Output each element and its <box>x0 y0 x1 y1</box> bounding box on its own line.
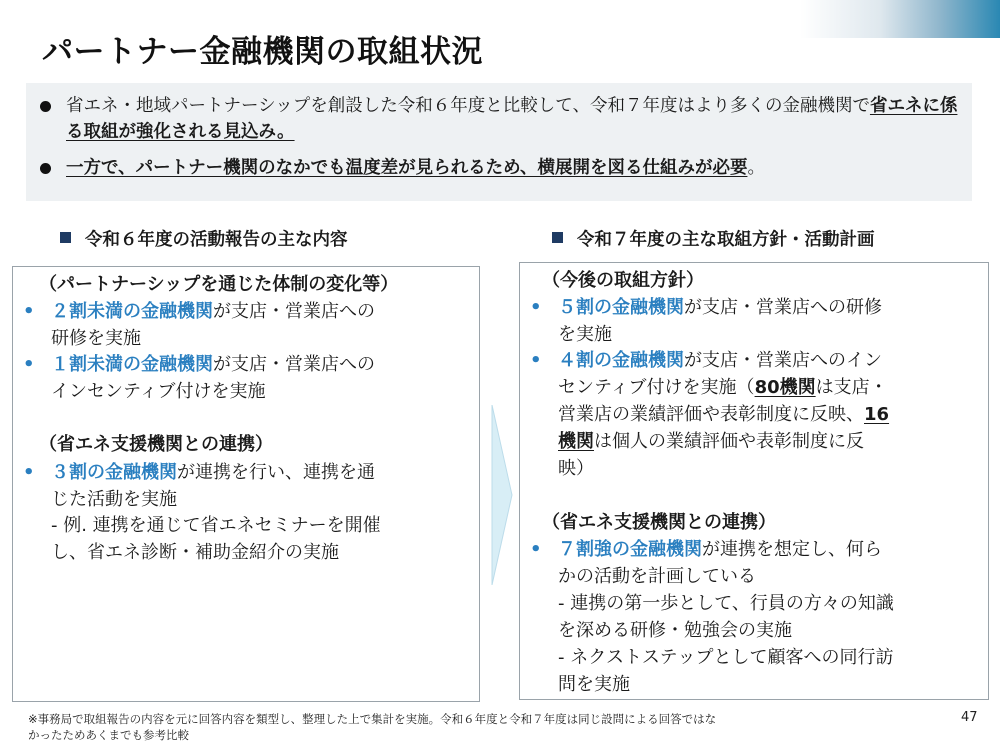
list-item: • ５割の金融機関が支店・営業店への研修 <box>530 295 882 321</box>
fy2024-report-panel <box>12 266 480 702</box>
summary-1-text: 省エネ・地域パートナーシップを創設した令和６年度と比較して、令和７年度はより多くの金融機関で <box>66 96 870 116</box>
summary-item-2 <box>40 155 960 181</box>
list-item-cont: かの活動を計画している <box>558 566 756 587</box>
left-section-heading: 令和６年度の活動報告の主な内容 <box>60 226 348 251</box>
list-item: • ４割の金融機関が支店・営業店へのイン <box>530 348 882 374</box>
list-item-cont: 研修を実施 <box>51 328 141 349</box>
bullet-icon: • <box>23 462 35 483</box>
list-item: • ３割の金融機関が連携を行い、連携を通 <box>23 460 375 486</box>
list-item-cont: 映） <box>558 458 594 479</box>
sub-item: - 例. 連携を通じて省エネセミナーを開催 <box>51 515 381 536</box>
corner-gradient-bar <box>800 0 1000 38</box>
bullet-icon: • <box>23 354 35 375</box>
sub-item: - 連携の第一歩として、行員の方々の知識 <box>558 593 894 614</box>
list-item-cont: 営業店の業績評価や表彰制度に反映、16 <box>558 404 890 425</box>
group-title: （省エネ支援機関との連携） <box>542 512 776 533</box>
sub-item: - ネクストステップとして顧客への同行訪 <box>558 647 894 668</box>
page-title: パートナー金融機関の取組状況 <box>42 34 483 70</box>
list-item-cont: 機関は個人の業績評価や表彰制度に反 <box>558 431 864 452</box>
summary-1-emphasis: 省エネに係る取組が強化される見込み。 <box>66 96 958 142</box>
summary-2-suffix: 。 <box>747 158 765 178</box>
list-item-cont: じた活動を実施 <box>51 489 177 510</box>
right-section-heading: 令和７年度の主な取組方針・活動計画 <box>552 226 875 251</box>
summary-2-emphasis: 一方で、パートナー機関のなかでも温度差が見られるため、横展開を図る仕組みが必要 <box>66 158 748 178</box>
bullet-icon: • <box>530 297 542 318</box>
list-item: • ２割未満の金融機関が支店・営業店への <box>23 299 375 325</box>
list-item-cont: センティブ付けを実施（80機関は支店・ <box>558 377 888 398</box>
footnote: ※事務局で取組報告の内容を元に回答内容を類型し、整理した上で集計を実施。令和６年度と令和７年度は同じ設問による回答ではな かったためあくまでも参考比較 <box>28 712 717 742</box>
page-number: 47 <box>961 710 978 725</box>
bullet-icon: • <box>23 301 35 322</box>
square-bullet-icon <box>60 232 71 243</box>
list-item-cont: インセンティブ付けを実施 <box>51 381 266 402</box>
summary-box <box>26 83 972 201</box>
list-item-cont: を実施 <box>558 324 612 345</box>
list-item: • １割未満の金融機関が支店・営業店への <box>23 352 375 378</box>
group-title: （パートナーシップを通じた体制の変化等） <box>39 274 399 295</box>
sub-item: を深める研修・勉強会の実施 <box>558 620 792 641</box>
summary-item-1 <box>40 93 960 145</box>
group-title: （省エネ支援機関との連携） <box>39 434 273 455</box>
chevron-right-arrow-icon <box>490 405 514 585</box>
sub-item: 問を実施 <box>558 674 630 695</box>
list-item: • ７割強の金融機関が連携を想定し、何ら <box>530 537 882 563</box>
bullet-icon: • <box>530 350 542 371</box>
bullet-icon: • <box>530 539 542 560</box>
group-title: （今後の取組方針） <box>542 270 704 291</box>
sub-item: し、省エネ診断・補助金紹介の実施 <box>51 542 339 563</box>
bullet-dot-icon <box>40 163 51 174</box>
square-bullet-icon <box>552 232 563 243</box>
fy2025-plan-panel <box>519 262 989 700</box>
bullet-dot-icon <box>40 101 51 112</box>
